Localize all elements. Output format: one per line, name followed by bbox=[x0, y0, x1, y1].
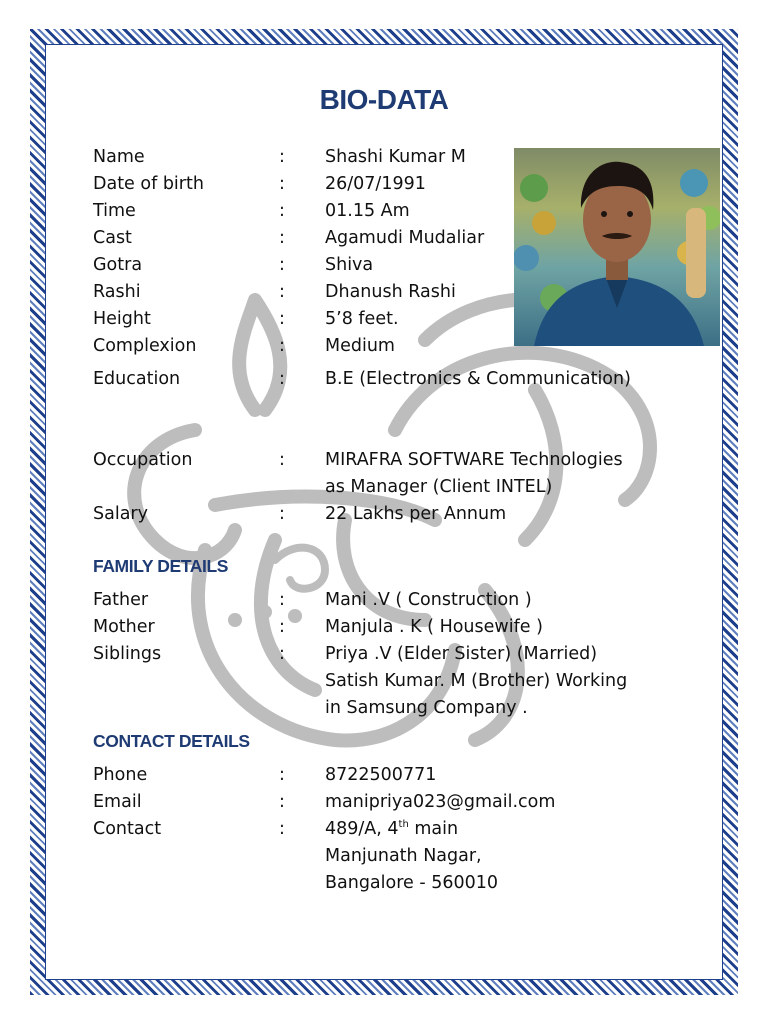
salary-value: 22 Lakhs per Annum bbox=[325, 504, 507, 524]
height-label: Height bbox=[93, 309, 151, 329]
profile-photo bbox=[514, 148, 720, 346]
address-line1-suffix: main bbox=[408, 819, 459, 839]
gotra-label: Gotra bbox=[93, 255, 143, 275]
ordinal-superscript: th bbox=[398, 819, 409, 830]
colon: : bbox=[279, 765, 285, 785]
salary-label: Salary bbox=[93, 504, 148, 524]
colon: : bbox=[279, 309, 285, 329]
occupation-value-line2: as Manager (Client INTEL) bbox=[325, 477, 553, 497]
colon: : bbox=[279, 282, 285, 302]
date-of-birth-value: 26/07/1991 bbox=[325, 174, 426, 194]
siblings-label: Siblings bbox=[93, 644, 162, 664]
email-label: Email bbox=[93, 792, 142, 812]
colon: : bbox=[279, 644, 285, 664]
date-of-birth-label: Date of birth bbox=[93, 174, 204, 194]
mother-label: Mother bbox=[93, 617, 155, 637]
colon: : bbox=[279, 228, 285, 248]
colon: : bbox=[279, 201, 285, 221]
name-label: Name bbox=[93, 147, 145, 167]
contact-value bbox=[325, 816, 458, 843]
address-line1: 489/A, 4 bbox=[325, 819, 399, 839]
cast-label: Cast bbox=[93, 228, 132, 248]
contact-label: Contact bbox=[93, 819, 162, 839]
gotra-value: Shiva bbox=[325, 255, 374, 275]
phone-label: Phone bbox=[93, 765, 148, 785]
colon: : bbox=[279, 792, 285, 812]
colon: : bbox=[279, 590, 285, 610]
cast-value: Agamudi Mudaliar bbox=[325, 228, 485, 248]
phone-value: 8722500771 bbox=[325, 765, 437, 785]
height-value: 5’8 feet. bbox=[325, 309, 399, 329]
mother-value: Manjula . K ( Housewife ) bbox=[325, 617, 543, 637]
colon: : bbox=[279, 504, 285, 524]
complexion-label: Complexion bbox=[93, 336, 197, 356]
page-title: BIO-DATA bbox=[319, 84, 449, 115]
colon: : bbox=[279, 369, 285, 389]
colon: : bbox=[279, 174, 285, 194]
contact-value-line3: Bangalore - 560010 bbox=[325, 873, 499, 893]
colon: : bbox=[279, 255, 285, 275]
education-label: Education bbox=[93, 369, 181, 389]
contact-value-line2: Manjunath Nagar, bbox=[325, 846, 482, 866]
contact-details-heading: CONTACT DETAILS bbox=[93, 731, 250, 751]
father-value: Mani .V ( Construction ) bbox=[325, 590, 532, 610]
email-value: manipriya023@gmail.com bbox=[325, 792, 556, 812]
colon: : bbox=[279, 617, 285, 637]
siblings-value: Priya .V (Elder Sister) (Married) bbox=[325, 644, 598, 664]
occupation-label: Occupation bbox=[93, 450, 193, 470]
name-value: Shashi Kumar M bbox=[325, 147, 466, 167]
education-value: B.E (Electronics & Communication) bbox=[325, 369, 631, 389]
father-label: Father bbox=[93, 590, 149, 610]
time-label: Time bbox=[93, 201, 136, 221]
colon: : bbox=[279, 819, 285, 839]
time-value: 01.15 Am bbox=[325, 201, 410, 221]
colon: : bbox=[279, 450, 285, 470]
rashi-value: Dhanush Rashi bbox=[325, 282, 456, 302]
siblings-value-line3: in Samsung Company . bbox=[325, 698, 528, 718]
family-details-heading: FAMILY DETAILS bbox=[93, 556, 229, 576]
occupation-value: MIRAFRA SOFTWARE Technologies bbox=[325, 450, 623, 470]
colon: : bbox=[279, 336, 285, 356]
siblings-value-line2: Satish Kumar. M (Brother) Working bbox=[325, 671, 628, 691]
rashi-label: Rashi bbox=[93, 282, 141, 302]
complexion-value: Medium bbox=[325, 336, 395, 356]
colon: : bbox=[279, 147, 285, 167]
